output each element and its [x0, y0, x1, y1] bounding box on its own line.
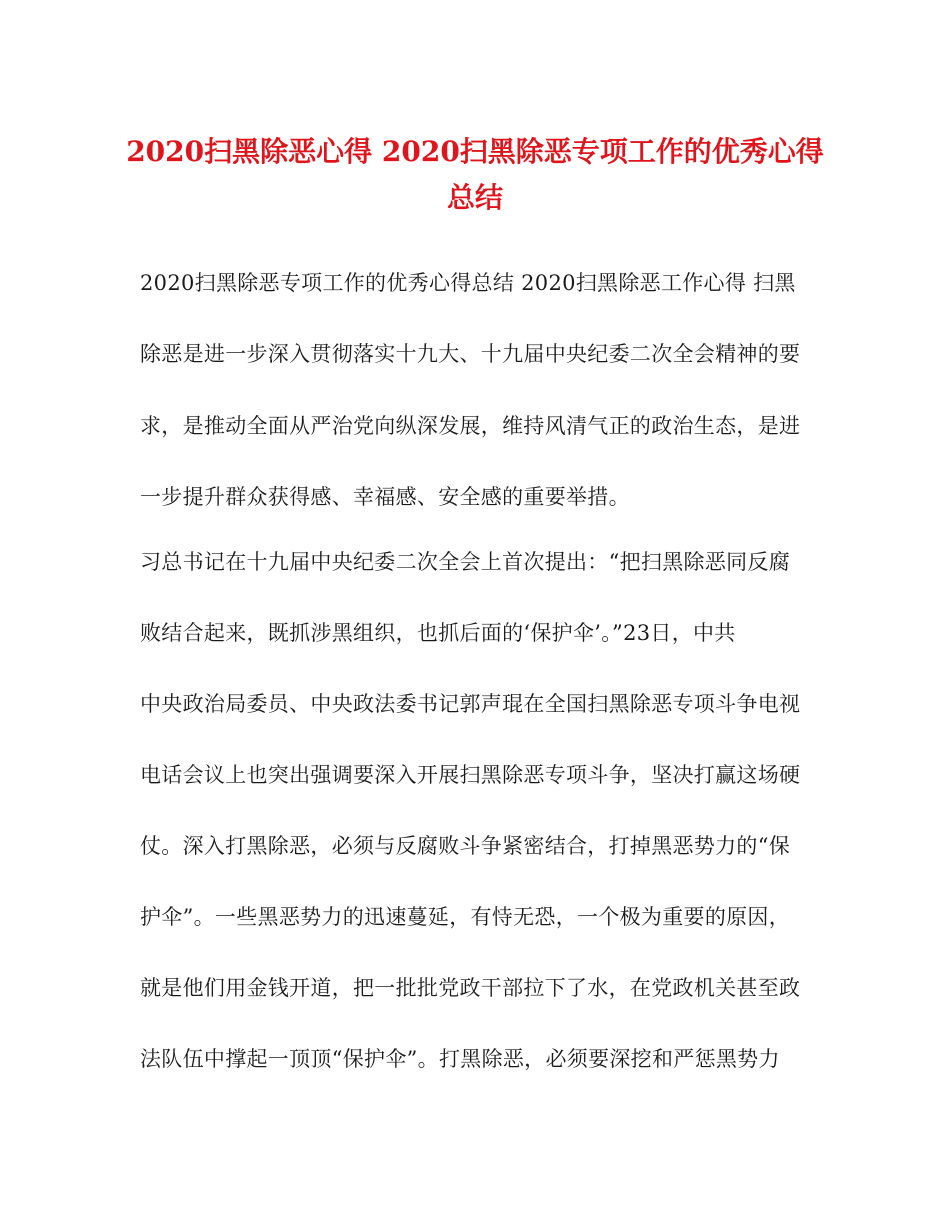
paragraph-line: 仗。深入打黑除恶，必须与反腐败斗争紧密结合，打掉黑恶势力的“保 [140, 834, 791, 858]
paragraph-line: 一步提升群众获得感、幸福感、安全感的重要举措。 [140, 485, 630, 509]
paragraph-line: 护伞”。一些黑恶势力的迅速蔓延，有恃无恐，一个极为重要的原因， [140, 905, 791, 929]
paragraph-line: 中央政治局委员、中央政法委书记郭声琨在全国扫黑除恶专项斗争电视 [140, 692, 801, 716]
paragraph-line: 法队伍中撑起一顶顶“保护伞”。打黑除恶，必须要深挖和严惩黑势力 [140, 1047, 780, 1071]
paragraph-line: 2020扫黑除恶专项工作的优秀心得总结 2020扫黑除恶工作心得 扫黑 [140, 271, 796, 295]
paragraph-line: 除恶是进一步深入贯彻落实十九大、十九届中央纪委二次全会精神的要 [140, 342, 801, 366]
document-title-line-1: 2020扫黑除恶心得 2020扫黑除恶专项工作的优秀心得 [126, 135, 824, 168]
paragraph-line: 败结合起来，既抓涉黑组织，也抓后面的‘保护伞’。”23日，中共 [140, 621, 736, 645]
paragraph-line: 求，是推动全面从严治党向纵深发展，维持风清气正的政治生态，是进 [140, 414, 801, 438]
paragraph-line: 习总书记在十九届中央纪委二次全会上首次提出：“把扫黑除恶同反腐 [140, 550, 791, 574]
paragraph-line: 就是他们用金钱开道，把一批批党政干部拉下了水，在党政机关甚至政 [140, 976, 801, 1000]
paragraph-line: 电话会议上也突出强调要深入开展扫黑除恶专项斗争，坚决打赢这场硬 [140, 763, 801, 787]
document-title-line-2: 总结 [446, 181, 503, 214]
